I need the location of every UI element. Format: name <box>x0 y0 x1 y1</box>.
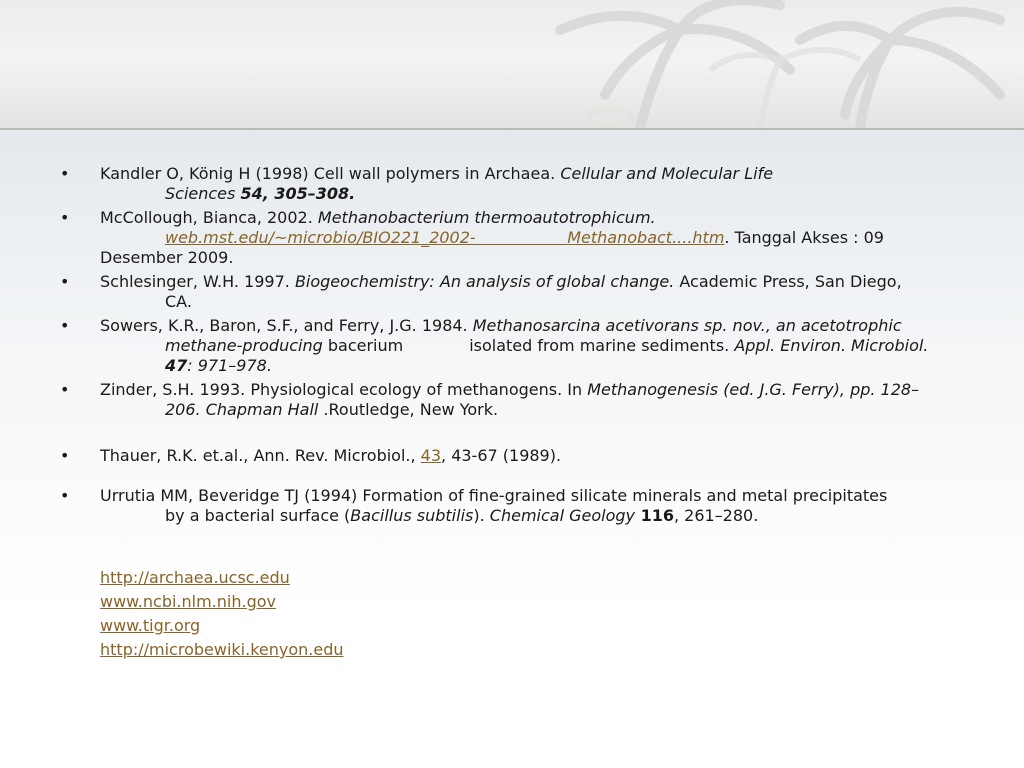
pages: : 971–978. <box>187 356 272 375</box>
link-ncbi[interactable]: www.ncbi.nlm.nih.gov <box>100 592 276 611</box>
link-archaea-ucsc[interactable]: http://archaea.ucsc.edu <box>100 568 290 587</box>
link-microbewiki[interactable]: http://microbewiki.kenyon.edu <box>100 640 344 659</box>
reference-text: by a bacterial surface ( <box>165 506 351 525</box>
book-title: Biogeochemistry: An analysis of global change. <box>294 272 675 291</box>
reference-item <box>58 208 958 268</box>
reference-item <box>58 446 958 466</box>
journal-name: Cellular and Molecular Life <box>560 164 774 183</box>
reference-text: Academic Press, San Diego, <box>674 272 902 291</box>
reference-text: Urrutia MM, Beveridge TJ (1994) Formation of fine-grained silicate minerals and metal precipitates <box>100 486 888 505</box>
volume: 47 <box>165 356 188 375</box>
reference-link: web.mst.edu/~microbio/BIO221_2002- Methanobact....htm <box>165 228 725 247</box>
species-name: Bacillus subtilis <box>350 506 474 525</box>
reference-text: .Routledge, New York. <box>318 400 499 419</box>
reference-text: CA. <box>165 292 192 311</box>
reference-item <box>58 316 958 376</box>
header-band <box>0 0 1024 128</box>
bullet: • <box>60 380 70 399</box>
article-title: Methanosarcina acetivorans sp. nov., an acetotrophic <box>472 316 902 335</box>
reference-item <box>58 380 958 420</box>
reference-text: Desember 2009. <box>100 248 234 267</box>
reference-text: bacerium <box>322 336 404 355</box>
reference-item <box>58 164 958 204</box>
bullet: • <box>60 272 70 291</box>
link-tigr[interactable]: www.tigr.org <box>100 616 201 635</box>
journal-name-cont: Sciences <box>165 184 241 203</box>
article-title-cont: methane-producing <box>165 336 323 355</box>
book-title-cont: 206. Chapman Hall <box>165 400 319 419</box>
reference-text: isolated from marine sediments. <box>469 336 735 355</box>
reference-text: Schlesinger, W.H. 1997. <box>100 272 295 291</box>
reference-text: . Tanggal Akses : 09 <box>724 228 884 247</box>
bullet: • <box>60 486 70 505</box>
reference-text: Thauer, R.K. et.al., Ann. Rev. Microbiol., <box>100 446 421 465</box>
bullet: • <box>60 164 70 183</box>
reference-text: , 43-67 (1989). <box>441 446 562 465</box>
reference-list <box>58 164 958 526</box>
volume-link[interactable]: 43 <box>420 446 442 465</box>
book-title: Methanogenesis (ed. J.G. Ferry), pp. 128– <box>587 380 920 399</box>
reference-item <box>58 486 958 526</box>
reference-item <box>58 272 958 312</box>
volume: 116 <box>635 506 674 525</box>
article-title: Methanobacterium thermoautotrophicum. <box>317 208 656 227</box>
bullet: • <box>60 208 70 227</box>
reference-text: Kandler O, König H (1998) Cell wall polymers in Archaea. <box>100 164 561 183</box>
bullet: • <box>60 316 70 335</box>
volume-pages: 54, 305–308. <box>240 184 356 203</box>
pages: , 261–280. <box>673 506 759 525</box>
journal-name: Chemical Geology <box>489 506 635 525</box>
reference-text: McCollough, Bianca, 2002. <box>100 208 318 227</box>
reference-text: ). <box>473 506 490 525</box>
palm-decoration-icon <box>0 0 1024 128</box>
reference-text: Zinder, S.H. 1993. Physiological ecology of methanogens. In <box>100 380 588 399</box>
reference-text: Sowers, K.R., Baron, S.F., and Ferry, J.G. 1984. <box>100 316 473 335</box>
journal-name: Appl. Environ. Microbiol. <box>734 336 929 355</box>
link-list <box>100 566 344 662</box>
bullet: • <box>60 446 70 465</box>
